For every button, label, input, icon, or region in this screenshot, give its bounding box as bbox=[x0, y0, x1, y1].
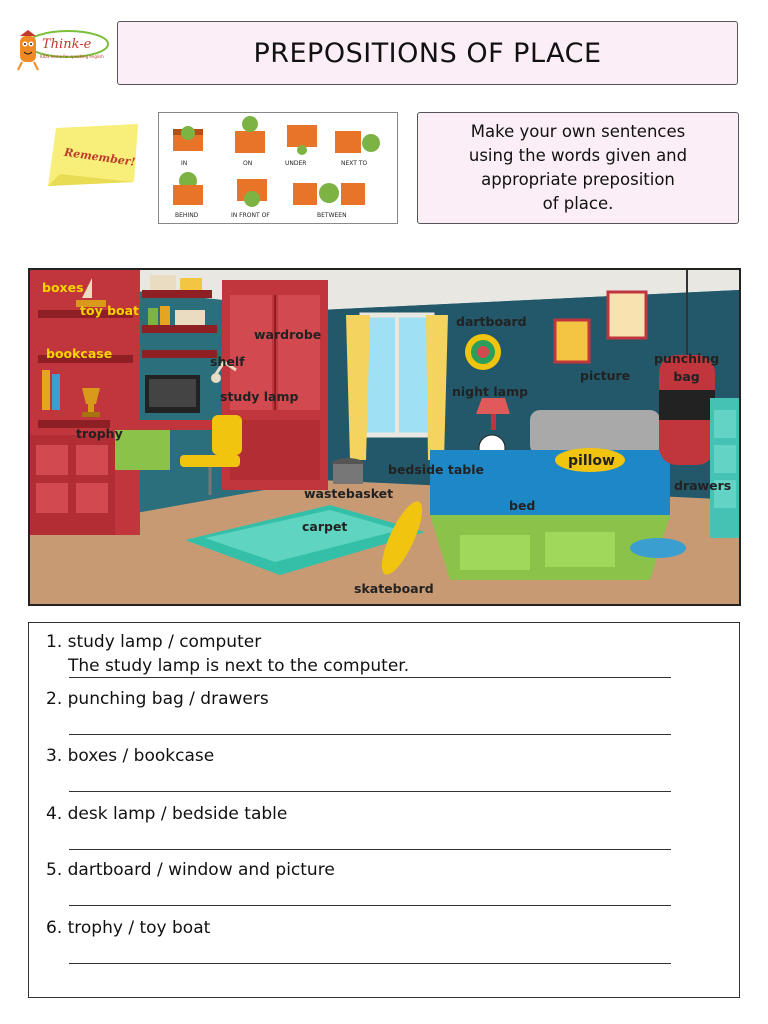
label-pillow: pillow bbox=[568, 453, 615, 469]
exercise-box bbox=[28, 622, 740, 998]
exercise-answer-1[interactable]: The study lamp is next to the computer. bbox=[68, 656, 410, 676]
remember-note bbox=[46, 124, 142, 186]
prep-between-icon bbox=[293, 183, 365, 205]
label-wastebasket: wastebasket bbox=[304, 486, 394, 501]
exercise-prompt-2: 2. punching bag / drawers bbox=[46, 689, 269, 709]
sticky-note-icon bbox=[46, 124, 142, 186]
page-title: PREPOSITIONS OF PLACE bbox=[253, 37, 602, 69]
prep-label-behind: BEHIND bbox=[175, 212, 199, 219]
label-skateboard: skateboard bbox=[354, 581, 434, 596]
logo-graphic bbox=[10, 26, 110, 76]
label-bed: bed bbox=[509, 498, 536, 513]
prep-label-on: ON bbox=[243, 160, 253, 167]
label-wardrobe: wardrobe bbox=[254, 327, 322, 342]
label-bedside-table: bedside table bbox=[388, 462, 484, 477]
exercise-prompt-5: 5. dartboard / window and picture bbox=[46, 860, 335, 880]
answer-line-4 bbox=[69, 849, 671, 850]
prepositions-illustration bbox=[158, 112, 398, 224]
label-punching-bag: punching bag bbox=[654, 351, 720, 384]
exercise-prompt-3: 3. boxes / bookcase bbox=[46, 746, 215, 766]
exercise-prompt-1: 1. study lamp / computer bbox=[46, 632, 262, 652]
answer-line-5 bbox=[69, 905, 671, 906]
logo-tagline: KIDS home for speaking english bbox=[40, 54, 104, 59]
label-picture: picture bbox=[580, 368, 631, 383]
bedroom-illustration bbox=[28, 268, 741, 606]
prep-label-next-to: NEXT TO bbox=[341, 160, 368, 167]
exercise-prompt-6: 6. trophy / toy boat bbox=[46, 918, 211, 938]
label-shelf: shelf bbox=[210, 354, 245, 369]
instructions-box bbox=[417, 112, 739, 224]
prep-label-in: IN bbox=[181, 160, 188, 167]
label-bookcase: bookcase bbox=[46, 346, 113, 361]
prep-label-between: BETWEEN bbox=[317, 212, 347, 219]
prepositions-diagram bbox=[159, 113, 397, 223]
logo-brand: Think-e bbox=[42, 37, 92, 52]
label-study-lamp: study lamp bbox=[220, 389, 299, 404]
label-trophy: trophy bbox=[76, 426, 123, 441]
answer-line-2 bbox=[69, 734, 671, 735]
prep-label-in-front-of: IN FRONT OF bbox=[231, 212, 270, 219]
prep-in-icon bbox=[173, 126, 203, 151]
remember-text: Remember! bbox=[63, 145, 137, 169]
title-box bbox=[117, 21, 738, 85]
label-dartboard: dartboard bbox=[456, 314, 527, 329]
label-boxes: boxes bbox=[42, 280, 84, 295]
answer-line-3 bbox=[69, 791, 671, 792]
label-carpet: carpet bbox=[302, 519, 348, 534]
prep-label-under: UNDER bbox=[285, 160, 307, 167]
answer-line-1 bbox=[69, 677, 671, 678]
logo bbox=[10, 26, 110, 76]
exercise-prompt-4: 4. desk lamp / bedside table bbox=[46, 804, 288, 824]
label-toy-boat: toy boat bbox=[80, 303, 140, 318]
instructions-text: Make your own sentences using the words given and appropriate preposition of place. bbox=[468, 122, 688, 213]
prep-next-to-icon bbox=[335, 131, 380, 153]
bedroom-scene bbox=[30, 270, 739, 604]
label-night-lamp: night lamp bbox=[452, 384, 529, 399]
label-drawers: drawers bbox=[674, 478, 732, 493]
answer-line-6 bbox=[69, 963, 671, 964]
